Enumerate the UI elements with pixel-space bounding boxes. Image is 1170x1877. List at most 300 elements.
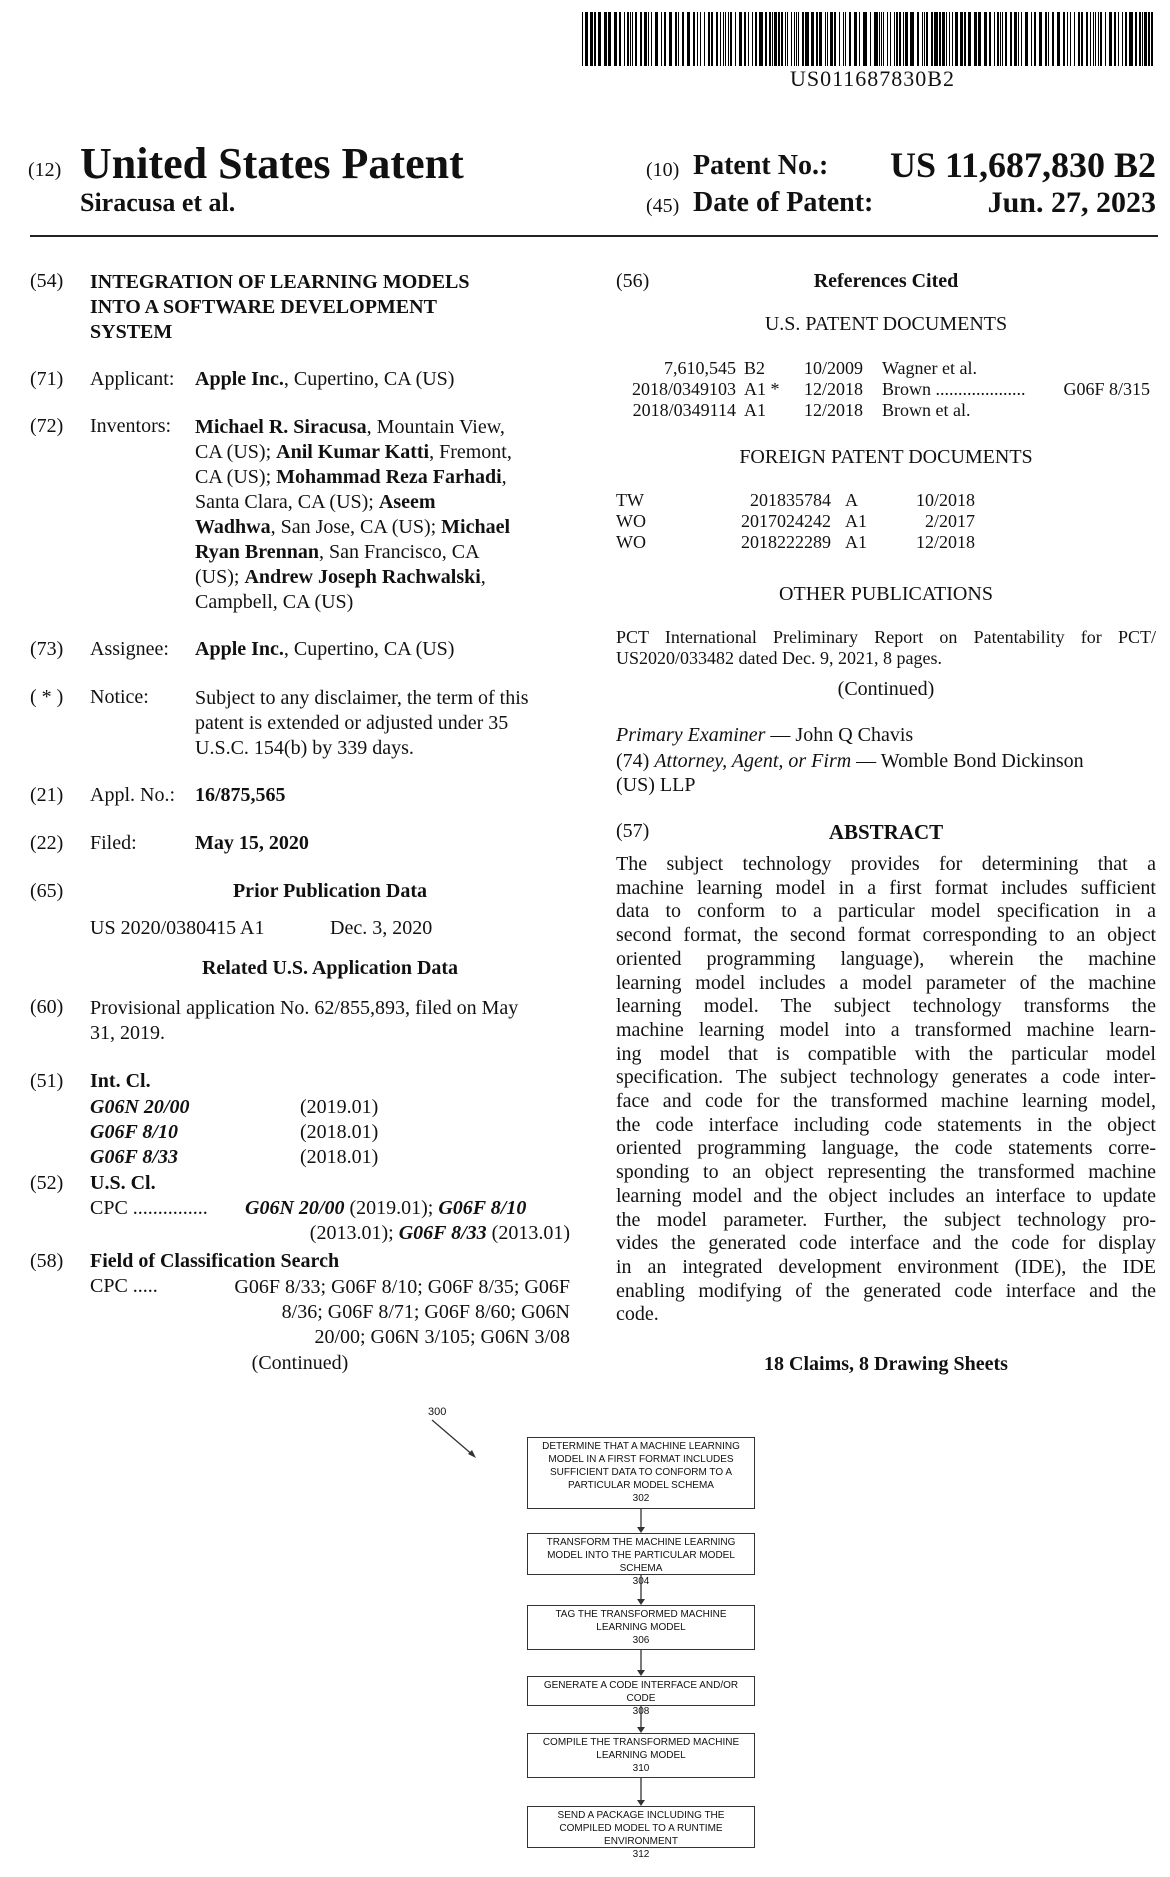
barcode-bar <box>910 12 914 66</box>
barcode-bar <box>1086 12 1088 66</box>
cpc-class: G06N 20/00 <box>245 1197 345 1219</box>
filed-label: Filed: <box>90 832 137 854</box>
flow-arrow <box>634 1778 648 1806</box>
inventor-line <box>195 415 570 440</box>
foreign-doc-country: WO <box>616 532 646 552</box>
barcode-bar <box>774 12 777 66</box>
barcode-bar <box>1098 12 1099 66</box>
assignee-label: Assignee: <box>90 638 169 660</box>
foreign-heading: FOREIGN PATENT DOCUMENTS <box>739 446 1033 468</box>
barcode-bar <box>730 12 732 66</box>
inventor-line <box>195 565 570 590</box>
barcode-bar <box>1057 12 1060 66</box>
flow-step-number: 304 <box>632 1576 650 1587</box>
us-doc-class <box>1050 400 1150 421</box>
attorney <box>616 749 1084 797</box>
field-search-line: 8/36; G06F 8/71; G06F 8/60; G06N <box>281 1301 570 1323</box>
cpc-date: (2019.01); <box>344 1197 439 1219</box>
abstract-text <box>616 853 1156 1327</box>
barcode-bar <box>989 12 991 66</box>
notice-line: Subject to any disclaimer, the term of this <box>195 687 529 709</box>
inventor-line <box>195 515 570 540</box>
barcode-bar <box>819 12 822 66</box>
appl-no-label: Appl. No.: <box>90 784 175 806</box>
barcode-bar <box>816 12 818 66</box>
cpc-date: (2013.01); <box>309 1222 399 1244</box>
barcode-bar <box>796 12 797 66</box>
flow-step-number: 310 <box>632 1763 650 1774</box>
abstract-line: learning model and the object includes an interface to update <box>616 1184 1156 1207</box>
applicant-code: (71) <box>30 368 64 390</box>
prior-pub-date: Dec. 3, 2020 <box>330 917 433 939</box>
barcode-bar <box>879 12 880 66</box>
barcode-bar <box>664 12 666 66</box>
barcode-bar <box>1144 12 1147 66</box>
flow-step-number: 308 <box>632 1706 650 1717</box>
us-doc-row <box>616 400 1156 421</box>
foreign-doc-row <box>616 511 1056 532</box>
barcode-bar <box>974 12 977 66</box>
assignee-location: , Cupertino, CA (US) <box>283 638 455 660</box>
flow-step-box <box>527 1806 755 1860</box>
flow-step-box <box>527 1605 755 1650</box>
notice-code: ( * ) <box>30 686 64 708</box>
us-doc-class <box>1050 358 1150 379</box>
barcode-bar <box>1002 12 1003 66</box>
abstract-line: vides the generated code interface and the code for display <box>616 1232 1156 1255</box>
barcode-bar <box>1081 12 1083 66</box>
barcode-bar <box>640 12 642 66</box>
barcode-bar <box>905 12 908 66</box>
inventor-location: CA (US); <box>195 441 277 463</box>
prior-pub-number: US 2020/0380415 A1 <box>90 917 265 939</box>
inventor-location: , San Francisco, CA <box>318 541 480 563</box>
barcode-bar <box>585 12 588 66</box>
foreign-doc-country: WO <box>616 511 646 531</box>
barcode-bar <box>728 12 729 66</box>
barcode-bar <box>619 12 621 66</box>
us-doc-name: Brown .................... <box>882 379 1026 399</box>
barcode-bar <box>594 12 596 66</box>
barcode-bar <box>1014 12 1017 66</box>
field-search-code: (58) <box>30 1250 64 1272</box>
int-cl-table <box>90 1095 378 1170</box>
barcode-bar <box>678 12 679 66</box>
flow-step-text: GENERATE A CODE INTERFACE AND/OR CODE <box>543 1680 739 1704</box>
foreign-doc-date: 2/2017 <box>924 511 975 531</box>
barcode-bar <box>805 12 809 66</box>
inventor-name: Ryan Brennan <box>195 541 319 563</box>
barcode-bar <box>614 12 617 66</box>
applicant-name: Apple Inc. <box>195 368 284 390</box>
inventor-name: Mohammad Reza Farhadi <box>276 466 502 488</box>
foreign-doc-row <box>616 490 1056 511</box>
notice-text <box>195 686 570 761</box>
barcode-bar <box>960 12 963 66</box>
abstract-line: ing model that is compatible with the particular model <box>616 1042 1156 1065</box>
barcode-bar <box>700 12 701 66</box>
barcode-bar <box>917 12 919 66</box>
barcode-bar <box>1114 12 1116 66</box>
foreign-doc-number: 2017024242 <box>741 511 831 531</box>
us-cl-line <box>245 1197 526 1220</box>
barcode-bar <box>791 12 792 66</box>
barcode-bar <box>798 12 799 66</box>
patent-no-label: Patent No.: <box>693 150 829 181</box>
barcode-bar <box>978 12 981 66</box>
barcode-bar <box>1125 12 1127 66</box>
patent-number: US 11,687,830 B2 <box>889 145 1156 185</box>
prior-pub-heading: Prior Publication Data <box>232 880 428 902</box>
foreign-doc-date: 12/2018 <box>915 532 975 552</box>
barcode-bar <box>716 12 718 66</box>
barcode-bar <box>735 12 736 66</box>
us-cl-code: (52) <box>30 1172 64 1194</box>
field-search-label: Field of Classification Search <box>90 1250 340 1272</box>
us-doc-number: 2018/0349114 <box>632 400 736 420</box>
applicant-location: , Cupertino, CA (US) <box>283 368 455 390</box>
us-doc-date: 10/2009 <box>804 358 864 378</box>
barcode-bar <box>997 12 999 66</box>
applicant-value <box>195 368 454 391</box>
int-cl-label: Int. Cl. <box>90 1070 151 1092</box>
us-cl-cpc-prefix: CPC ............... <box>90 1197 208 1219</box>
flow-step-number: 302 <box>632 1493 650 1504</box>
barcode-bar <box>843 12 844 66</box>
field-search-values <box>234 1275 570 1350</box>
inventor-location: , Mountain View, <box>366 416 505 438</box>
us-doc-class: G06F 8/315 <box>1063 379 1150 399</box>
barcode-bar <box>1063 12 1065 66</box>
barcode-bar <box>874 12 878 66</box>
int-cl-code: (51) <box>30 1070 64 1092</box>
flow-step-text: DETERMINE THAT A MACHINE LEARNING MODEL IN A FIRST FORMAT INCLUDES SUFFICIENT DATA TO CONFORM TO A PARTICULAR MODEL SCHEMA <box>542 1441 740 1491</box>
other-pub-line: US2020/033482 dated Dec. 9, 2021, 8 pages. <box>616 648 942 668</box>
barcode-bar <box>964 12 966 66</box>
cpc-class: G06F 8/33 <box>398 1222 487 1244</box>
abstract-code: (57) <box>616 820 650 842</box>
other-pub-text <box>616 627 1156 669</box>
barcode-bar <box>608 12 611 66</box>
us-doc-date: 12/2018 <box>804 379 864 399</box>
us-doc-row <box>616 379 1156 400</box>
notice-label: Notice: <box>90 686 149 708</box>
int-cl-date: (2019.01) <box>300 1096 379 1118</box>
flow-step-box <box>527 1533 755 1587</box>
barcode-bar <box>883 12 884 66</box>
barcode-bar <box>708 12 710 66</box>
barcode-bar <box>903 12 904 66</box>
inventors-label: Inventors: <box>90 415 172 437</box>
inventor-line <box>195 440 570 465</box>
applicant-label: Applicant: <box>90 368 175 390</box>
barcode-bar <box>781 12 783 66</box>
barcode-bar <box>711 12 713 66</box>
barcode-bar <box>1090 12 1091 66</box>
provisional-line: 31, 2019. <box>90 1022 165 1044</box>
barcode-bar <box>725 12 726 66</box>
barcode-bar <box>632 12 633 66</box>
barcode-bar <box>630 12 631 66</box>
authors: Siracusa et al. <box>80 188 236 217</box>
attorney-label: Attorney, Agent, or Firm <box>654 750 852 772</box>
barcode-bar <box>765 12 767 66</box>
foreign-doc-number: 2018222289 <box>741 532 831 552</box>
figure-ref-number: 300 <box>428 1406 447 1418</box>
inventor-location: , <box>501 466 507 488</box>
assignee-value <box>195 638 454 661</box>
field-search-cpc-prefix: CPC ..... <box>90 1275 158 1297</box>
barcode-bar <box>899 12 901 66</box>
flow-step-text: TAG THE TRANSFORMED MACHINE LEARNING MODEL <box>555 1609 727 1633</box>
barcode-bar <box>772 12 773 66</box>
barcode-bar <box>942 12 945 66</box>
us-doc-kind: B2 <box>744 358 766 378</box>
title-line: INTO A SOFTWARE DEVELOPMENT <box>90 296 437 318</box>
notice-line: U.S.C. 154(b) by 339 days. <box>195 737 414 759</box>
barcode-bar <box>1095 12 1096 66</box>
barcode-bar <box>752 12 753 66</box>
barcode-bar <box>704 12 705 66</box>
barcode-bar <box>1039 12 1042 66</box>
appl-no-code: (21) <box>30 784 64 806</box>
barcode-bar <box>924 12 925 66</box>
abstract-line: machine learning model into a transformed machine learn- <box>616 1018 1156 1041</box>
barcode-bar <box>598 12 601 66</box>
barcode-bar <box>1070 12 1071 66</box>
provisional-code: (60) <box>30 996 64 1018</box>
abstract-line: the model parameter. Further, the subject technology pro- <box>616 1208 1156 1231</box>
barcode-bar <box>687 12 690 66</box>
barcode-bar <box>755 12 757 66</box>
inventor-location: , <box>480 566 486 588</box>
barcode-bar <box>854 12 857 66</box>
other-pub-line: PCT International Preliminary Report on Patentability for PCT/ <box>616 627 1156 647</box>
barcode-bar <box>1105 12 1106 66</box>
barcode-bar <box>952 12 953 66</box>
barcode-bar <box>794 12 795 66</box>
us-doc-row <box>616 358 1156 379</box>
abstract-line: oriented programming language), wherein the machine <box>616 947 1156 970</box>
barcode-bar <box>682 12 684 66</box>
abstract-line: face and code for the transformed machine learning model, <box>616 1090 1156 1113</box>
inventors-code: (72) <box>30 415 64 437</box>
barcode-bar <box>1067 12 1068 66</box>
int-cl-class: G06F 8/10 <box>90 1121 178 1143</box>
abstract-line: sponding to an object representing the transformed machine <box>616 1161 1156 1184</box>
examiner <box>616 724 913 747</box>
us-doc-name: Brown et al. <box>882 400 971 420</box>
barcode-bar <box>922 12 923 66</box>
barcode-bar <box>627 12 629 66</box>
barcode-bar <box>1010 12 1012 66</box>
barcode-bar <box>1151 12 1153 66</box>
barcode-bar <box>1093 12 1094 66</box>
barcode-bar <box>1129 12 1133 66</box>
barcode-bar <box>590 12 593 66</box>
inventor-location: Santa Clara, CA (US); <box>195 491 379 513</box>
barcode-bar <box>1005 12 1007 66</box>
abstract-line: data to conform to a particular model specification in a <box>616 900 1156 923</box>
us-doc-kind: A1 <box>744 400 766 420</box>
barcode-bar <box>1021 12 1022 66</box>
barcode-bar <box>669 12 672 66</box>
barcode-bar <box>1045 12 1047 66</box>
inventor-name: Aseem <box>378 491 436 513</box>
barcode-bar <box>926 12 928 66</box>
inventor-line <box>195 590 570 615</box>
barcode-bar <box>604 12 607 66</box>
abstract-heading: ABSTRACT <box>828 820 944 844</box>
assignee-code: (73) <box>30 638 64 660</box>
inventor-name: Wadhwa <box>195 516 271 538</box>
barcode-bar <box>582 12 583 66</box>
barcode-bar <box>811 12 814 66</box>
barcode-bar <box>955 12 958 66</box>
barcode-bar <box>787 12 788 66</box>
barcode-bar <box>849 12 851 66</box>
int-cl-class: G06N 20/00 <box>90 1096 190 1118</box>
flow-step-text: COMPILE THE TRANSFORMED MACHINE LEARNING MODEL <box>542 1737 740 1761</box>
barcode-bar <box>934 12 938 66</box>
barcode-bar <box>845 12 846 66</box>
us-doc-date: 12/2018 <box>804 400 864 420</box>
barcode-bar <box>830 12 833 66</box>
us-doc-number: 7,610,545 <box>664 358 736 378</box>
notice-line: patent is extended or adjusted under 35 <box>195 712 509 734</box>
abstract-line: The subject technology provides for determining that a <box>616 853 1156 875</box>
inventor-name: Michael R. Siracusa <box>195 416 367 438</box>
barcode-bar <box>1100 12 1102 66</box>
foreign-doc-date: 10/2018 <box>915 490 975 510</box>
barcode-bar <box>946 12 947 66</box>
barcode-bar <box>1142 12 1143 66</box>
field-search-continued: (Continued) <box>251 1352 349 1374</box>
inventor-name: Anil Kumar Katti <box>276 441 430 463</box>
abstract-line: the code interface including code statements in the object <box>616 1113 1156 1136</box>
abstract-line: second format, the second format corresponding to an object <box>616 924 1156 947</box>
barcode-bar <box>759 12 763 66</box>
barcode-bar <box>1078 12 1080 66</box>
barcode-bar <box>1135 12 1137 66</box>
barcode-bar <box>1000 12 1001 66</box>
code-12: (12) <box>28 159 62 181</box>
foreign-doc-kind: A1 <box>845 511 867 531</box>
foreign-doc-row <box>616 532 1056 553</box>
barcode-bar <box>644 12 647 66</box>
foreign-docs-table <box>616 490 1056 553</box>
field-search-line: 20/00; G06N 3/105; G06N 3/08 <box>314 1326 570 1348</box>
barcode-bar <box>863 12 867 66</box>
barcode-bar <box>1074 12 1075 66</box>
flow-step-box <box>527 1437 755 1509</box>
foreign-doc-number: 201835784 <box>750 490 831 510</box>
inventor-location: Campbell, CA (US) <box>195 591 354 613</box>
barcode-bar <box>778 12 780 66</box>
abstract-line: specification. The subject technology generates a code inter- <box>616 1066 1156 1089</box>
barcode-bar <box>675 12 677 66</box>
barcode-bar <box>624 12 625 66</box>
patent-date: Jun. 27, 2023 <box>987 186 1156 219</box>
barcode-bar <box>1031 12 1032 66</box>
barcode-bar <box>1148 12 1150 66</box>
barcode-bar <box>827 12 828 66</box>
refs-code: (56) <box>616 270 650 292</box>
barcode-bar <box>1118 12 1119 66</box>
barcode-bar <box>693 12 695 66</box>
figure-ref-arrow <box>430 1418 480 1460</box>
barcode-bar <box>994 12 995 66</box>
barcode-bar <box>887 12 888 66</box>
attorney-name-cont: (US) LLP <box>616 774 696 796</box>
barcode-bar <box>825 12 826 66</box>
barcode-bar <box>870 12 871 66</box>
barcode-bar <box>802 12 804 66</box>
other-heading: OTHER PUBLICATIONS <box>779 583 993 605</box>
int-cl-row <box>90 1145 378 1170</box>
barcode-bar <box>785 12 786 66</box>
barcode-bar <box>1025 12 1028 66</box>
flow-arrow <box>634 1509 648 1533</box>
barcode-bar <box>635 12 637 66</box>
other-continued: (Continued) <box>837 678 935 700</box>
int-cl-row <box>90 1120 378 1145</box>
flow-step-number: 306 <box>632 1635 650 1646</box>
document-number: US011687830B2 <box>790 66 955 91</box>
barcode-bar <box>769 12 771 66</box>
barcode-bar <box>739 12 742 66</box>
barcode-bar <box>839 12 840 66</box>
foreign-doc-country: TW <box>616 490 644 510</box>
barcode-bar <box>661 12 662 66</box>
us-doc-kind: A1 * <box>744 379 780 399</box>
title-line: SYSTEM <box>90 321 173 343</box>
barcode-bar <box>648 12 649 66</box>
abstract-line: in an integrated development environment (IDE), the IDE <box>616 1255 1156 1278</box>
inventor-line <box>195 465 570 490</box>
abstract-line: oriented programming language, the code statements corre- <box>616 1137 1156 1160</box>
int-cl-row <box>90 1095 378 1120</box>
barcode-bar <box>723 12 724 66</box>
prior-pub-code: (65) <box>30 880 64 902</box>
examiner-name: — John Q Chavis <box>765 724 914 746</box>
filed-code: (22) <box>30 832 64 854</box>
flow-step-text: SEND A PACKAGE INCLUDING THE COMPILED MODEL TO A RUNTIME ENVIRONMENT <box>557 1810 725 1847</box>
date-label: Date of Patent: <box>693 187 874 218</box>
foreign-doc-kind: A1 <box>845 532 867 552</box>
barcode-bar <box>744 12 746 66</box>
barcode-image <box>582 12 1156 66</box>
inventor-line <box>195 490 570 515</box>
barcode-bar <box>984 12 987 66</box>
barcode-bar <box>1052 12 1054 66</box>
inventor-name: Michael <box>441 516 511 538</box>
filed-value: May 15, 2020 <box>195 832 309 854</box>
header-divider <box>30 235 1158 237</box>
flow-step-box <box>527 1676 755 1717</box>
flow-arrow <box>634 1650 648 1676</box>
barcode-bar <box>968 12 971 66</box>
title-code: (54) <box>30 270 64 292</box>
barcode-bar <box>697 12 698 66</box>
invention-title <box>90 270 470 345</box>
examiner-label: Primary Examiner <box>616 724 766 746</box>
field-search-line: G06F 8/33; G06F 8/10; G06F 8/35; G06F <box>234 1276 570 1298</box>
provisional-line: Provisional application No. 62/855,893, filed on May <box>90 997 519 1019</box>
inventor-name: Andrew Joseph Rachwalski <box>244 566 481 588</box>
title-line: INTEGRATION OF LEARNING MODELS <box>90 271 470 293</box>
inventor-location: , Fremont, <box>429 441 512 463</box>
